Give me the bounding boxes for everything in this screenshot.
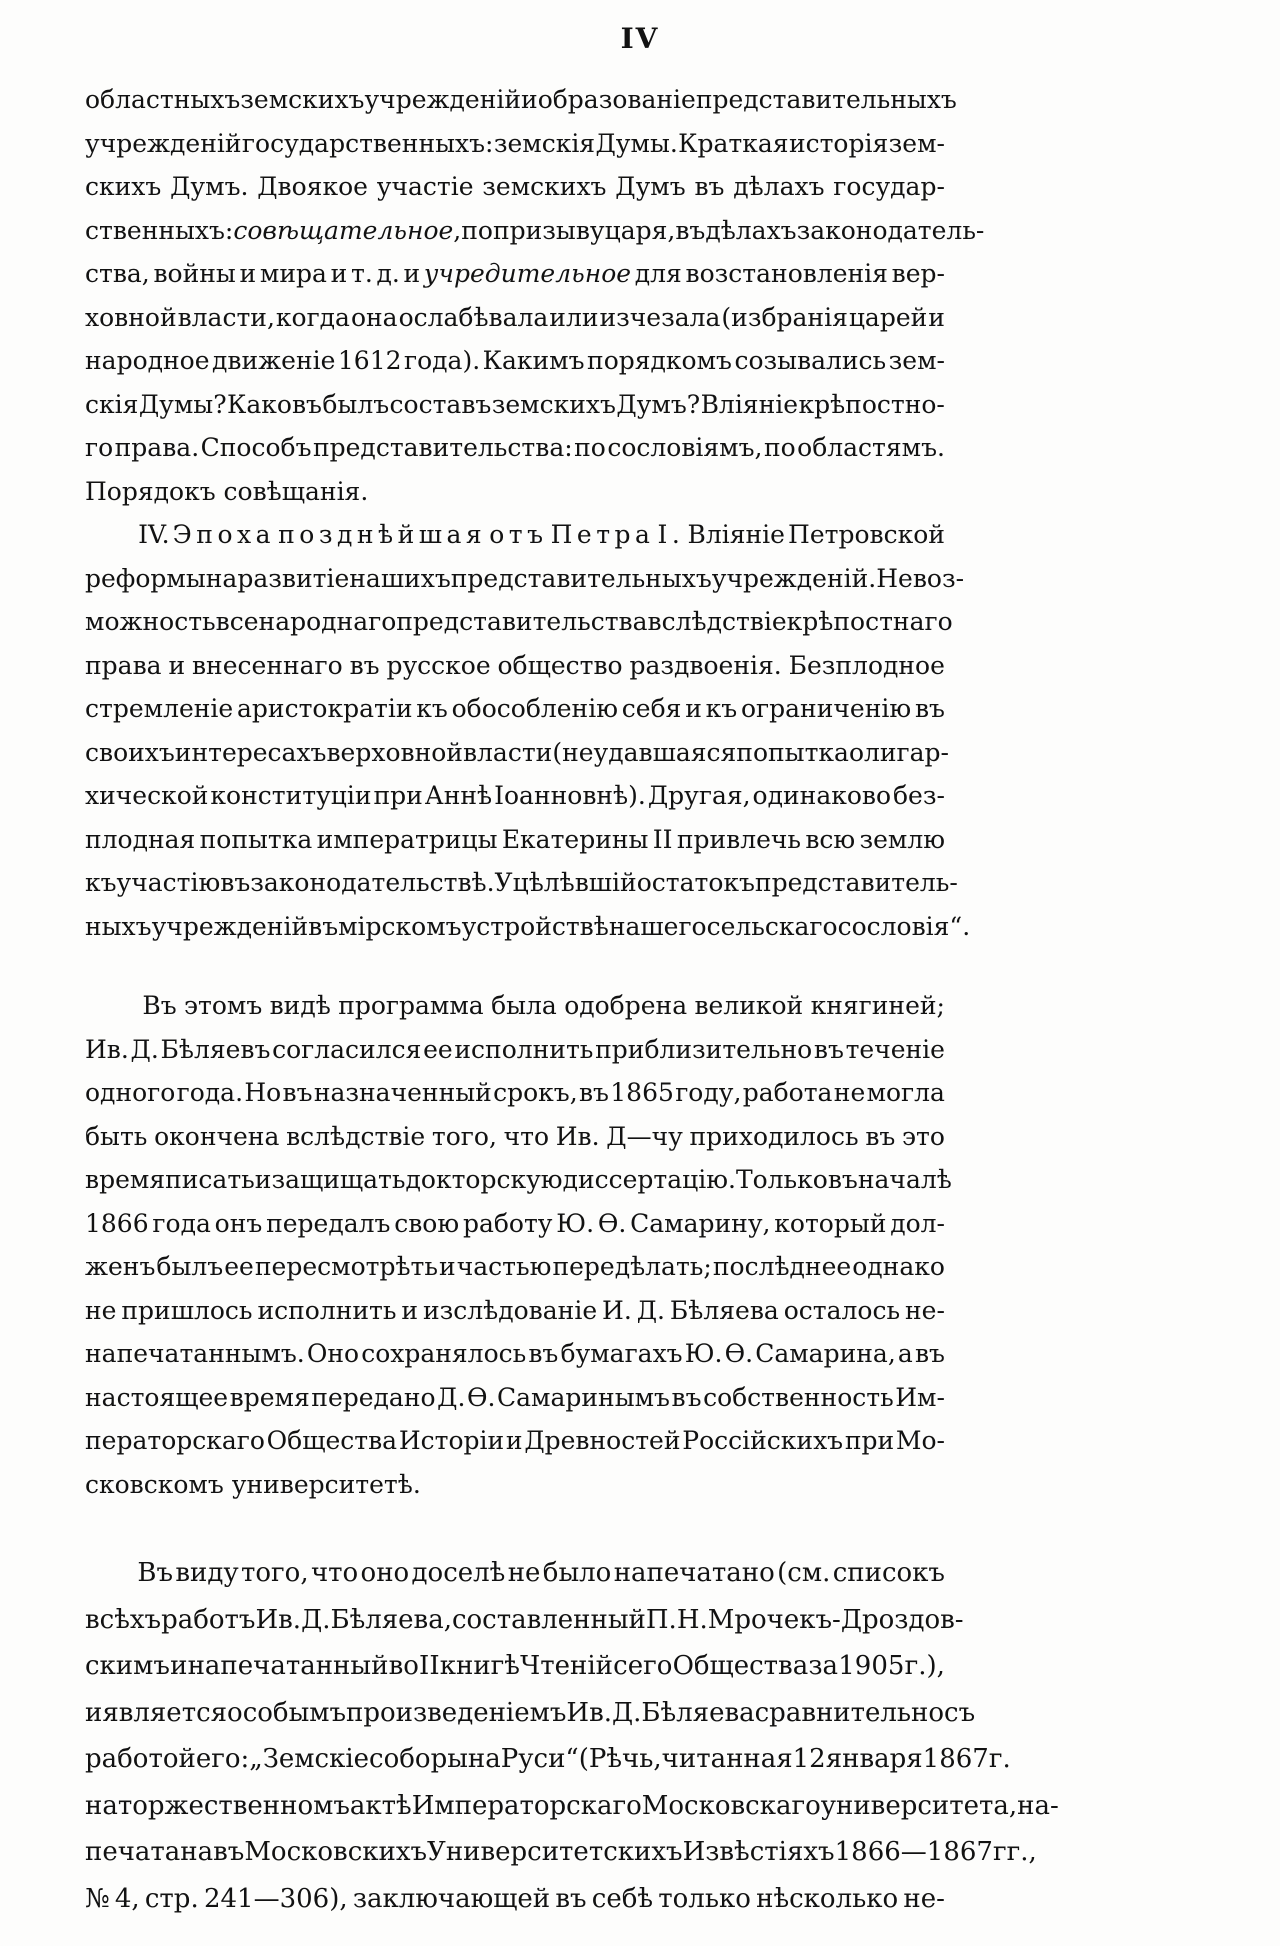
text-line: № 4, стр. 241—306), заключающей въ себѣ только нѣсколько не-: [85, 1883, 945, 1914]
text-line: го права. Способъ представительства: по сословіямъ, по областямъ.: [85, 433, 945, 462]
page-number: IV: [620, 22, 660, 55]
text-line: печатана въ Московскихъ Университетскихъ Извѣстіяхъ 1866—1867 гг.,: [85, 1837, 1037, 1867]
paragraph: [85, 513, 971, 948]
text-line: скимъ и напечатанный во II книгѣ Чтеній сего Общества за 1905 г.),: [85, 1651, 945, 1681]
text-line: стремленіе аристократіи къ обособленію себя и къ ограниченію въ: [85, 694, 945, 723]
text-line: права и внесеннаго въ русское общество раздвоенія. Безплодное: [85, 650, 945, 680]
text-line: женъ былъ ее пересмотрѣть и частью передѣлать; послѣднее однако: [85, 1252, 945, 1281]
text-line: реформы на развитіе нашихъ представительныхъ учрежденій. Невоз-: [85, 563, 965, 593]
text-line: Въ виду того, что оно доселѣ не было напечатано (см. списокъ: [137, 1558, 945, 1588]
text-line: своихъ интересахъ верховной власти (неудавшаяся попытка олигар-: [85, 737, 949, 767]
text-line: ства, войны и мира и т. д. и учредительное для возстановленія вер-: [85, 259, 945, 288]
text-line: на торжественномъ актѣ Императорскаго Московскаго университета, на-: [85, 1790, 1059, 1821]
text-line: всѣхъ работъ Ив. Д. Бѣляева, составленный П. Н. Мрочекъ-Дроздов-: [85, 1604, 964, 1635]
text-line: народное движеніе 1612 года). Какимъ порядкомъ созывались зем-: [85, 346, 945, 375]
text-line: не пришлось исполнить и изслѣдованіе И. Д. Бѣляева осталось не-: [85, 1295, 945, 1325]
text-line: скихъ Думъ. Двоякое участіе земскихъ Думъ въ дѣлахъ государ-: [85, 172, 945, 201]
text-line: работой его: „Земскіе соборы на Руси“ (Рѣчь, читанная 12 января 1867 г.: [85, 1744, 1011, 1774]
text-line: къ участію въ законодательствѣ. Уцѣлѣвшій остатокъ представитель-: [85, 868, 958, 897]
text-line: время писать и защищать докторскую диссертацію. Только въ началѣ: [85, 1165, 952, 1194]
paragraph: [85, 78, 985, 513]
text-line: Ив. Д. Бѣляевъ согласился ее исполнить приблизительно въ теченіе: [85, 1034, 945, 1064]
text-line: напечатаннымъ. Оно сохранялось въ бумагахъ Ю. Ѳ. Самарина, а въ: [85, 1339, 945, 1368]
paragraph: [85, 1550, 1059, 1922]
text-line: сковскомъ университетѣ.: [85, 1469, 421, 1499]
text-line: можность всенароднаго представительства вслѣдствіе крѣпостнаго: [85, 607, 953, 636]
text-line: и является особымъ произведеніемъ Ив. Д. Бѣляева сравнительно съ: [85, 1697, 976, 1728]
text-line: областныхъ земскихъ учрежденій и образованіе представительныхъ: [85, 85, 957, 114]
text-line: ховной власти, когда она ослабѣвала или изчезала (избранія царей и: [85, 302, 945, 332]
text-line: ственныхъ: совѣщательное , по призыву царя, въ дѣлахъ законодатель-: [85, 215, 985, 245]
text-line: настоящее время передано Д. Ѳ. Самаринымъ въ собственность Им-: [85, 1382, 945, 1412]
text-line: учрежденій государственныхъ: земскія Думы. Краткая исторія зем-: [85, 128, 945, 158]
text-line: ператорскаго Общества Исторіи и Древностей Россійскихъ при Мо-: [85, 1426, 945, 1455]
text-line: 1866 года онъ передалъ свою работу Ю. Ѳ. Самарину, который дол-: [85, 1208, 945, 1238]
text-line: плодная попытка императрицы Екатерины II привлечь всю землю: [85, 824, 945, 854]
paragraph: [85, 984, 952, 1506]
text-line: Порядокъ совѣщанія.: [85, 476, 369, 506]
text-line: скія Думы? Каковъ былъ составъ земскихъ Думъ? Вліяніе крѣпостно-: [85, 389, 945, 419]
text-line: хической конституціи при Аннѣ Іоанновнѣ). Другая, одинаково без-: [85, 781, 945, 810]
text-line: быть окончена вслѣдствіе того, что Ив. Д—чу приходилось въ это: [85, 1121, 945, 1151]
text-block: [85, 78, 1059, 1922]
text-line: IV. Эпоха позднѣйшая отъ Петра I. Вліяніе Петровской: [138, 520, 945, 549]
text-line: ныхъ учрежденій въ мірскомъ устройствѣ нашего сельскаго сословія“.: [85, 911, 971, 941]
text-line: одного года. Но въ назначенный срокъ, въ 1865 году, работа не могла: [85, 1078, 945, 1107]
text-line: Въ этомъ видѣ программа была одобрена великой княгиней;: [142, 991, 945, 1020]
